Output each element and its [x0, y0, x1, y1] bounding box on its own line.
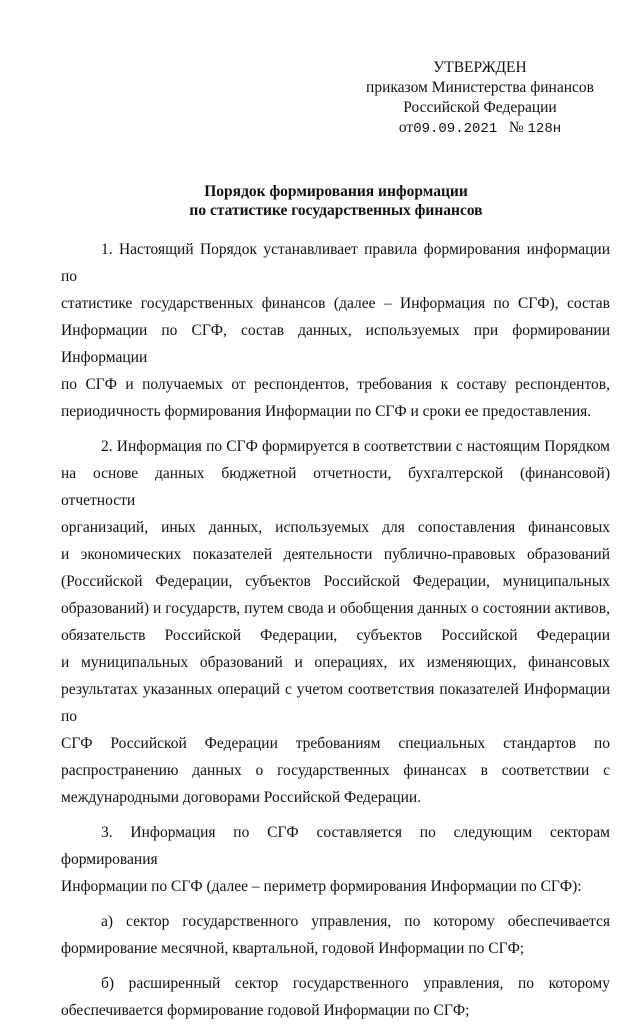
paragraph-line: образований) и государств, путем свода и обобщения данных о состоянии активов, — [61, 600, 610, 617]
paragraph-line: 1. Настоящий Порядок устанавливает правила формирования информации по — [61, 241, 610, 285]
title-line-2: по статистике государственных финансов — [189, 202, 483, 219]
title-line-1: Порядок формирования информации — [204, 183, 468, 200]
paragraph-line: 2. Информация по СГФ формируется в соответствии с настоящим Порядком — [101, 438, 610, 455]
approval-date-number — [360, 118, 600, 139]
order-date: 09.09.2021 — [413, 121, 498, 137]
paragraph-line: Информации по СГФ, состав данных, используемых при формировании Информации — [61, 322, 610, 366]
paragraph-line: формирование месячной, квартальной, годовой Информации по СГФ; — [61, 940, 525, 957]
approval-country-line: Российской Федерации — [403, 99, 557, 116]
date-prefix: от — [398, 119, 414, 136]
number-sign: № — [508, 119, 524, 136]
document-title — [60, 182, 612, 220]
paragraph-line: по СГФ и получаемых от респондентов, требования к составу респондентов, — [61, 376, 610, 393]
paragraph-line: международными договорами Российской Федерации. — [61, 789, 422, 806]
paragraph-line: Информации по СГФ (далее – периметр формирования Информации по СГФ): — [61, 878, 582, 895]
paragraph-line: а) сектор государственного управления, по которому обеспечивается — [101, 913, 610, 930]
paragraph-line: б) расширенный сектор государственного управления, по которому — [101, 975, 610, 992]
paragraph-line: на основе данных бюджетной отчетности, бухгалтерской (финансовой) отчетности — [61, 465, 610, 509]
paragraph-line: распространению данных о государственных финансах в соответствии с — [61, 762, 610, 779]
approval-order-line: приказом Министерства финансов — [366, 79, 594, 96]
order-number: 128н — [527, 121, 562, 137]
paragraph-line: и муниципальных образований и операциях, их изменяющих, финансовых — [61, 654, 610, 671]
paragraph-line: периодичность формирования Информации по СГФ и сроки ее предоставления. — [61, 403, 592, 420]
paragraph-line: обеспечивается формирование годовой Информации по СГФ; — [61, 1002, 470, 1019]
paragraph-line: обязательств Российской Федерации, субъектов Российской Федерации — [61, 627, 610, 644]
approval-stamp — [360, 58, 600, 139]
paragraph-line: статистике государственных финансов (далее – Информация по СГФ), состав — [61, 295, 610, 312]
paragraph-line: СГФ Российской Федерации требованиям специальных стандартов по — [61, 735, 610, 752]
paragraph-line: 3. Информация по СГФ составляется по следующим секторам формирования — [61, 824, 610, 868]
paragraph-line: организаций, иных данных, используемых для сопоставления финансовых — [61, 519, 610, 536]
approval-heading: УТВЕРЖДЕН — [433, 59, 527, 76]
paragraph-line: (Российской Федерации, субъектов Российской Федерации, муниципальных — [61, 573, 610, 590]
paragraph-line: и экономических показателей деятельности публично-правовых образований — [61, 546, 610, 563]
document-body — [61, 236, 610, 1024]
paragraph-line: результатах указанных операций с учетом соответствия показателей Информации по — [61, 681, 610, 725]
